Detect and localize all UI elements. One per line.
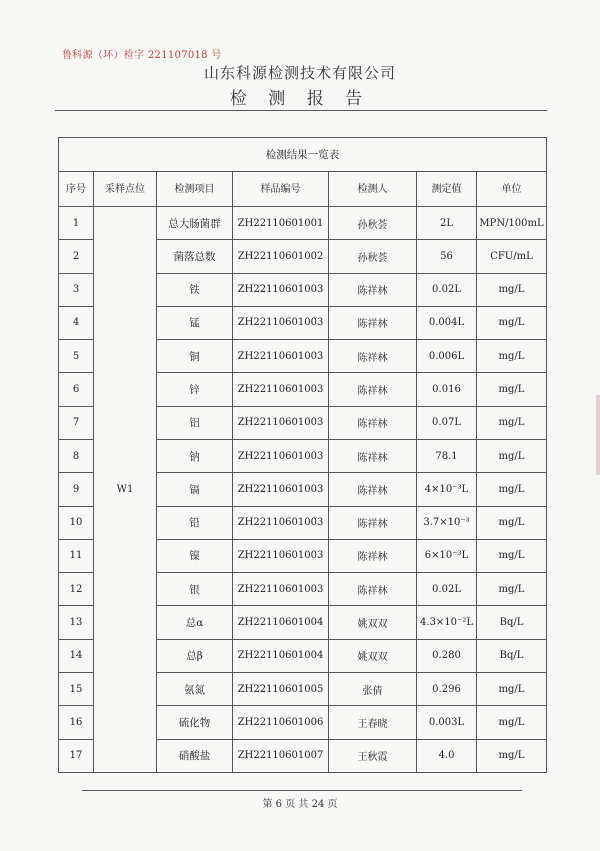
- cell-value: 0.02L: [417, 273, 477, 306]
- cell-tester: 王秋霞: [329, 739, 417, 773]
- cell-value: 0.006L: [417, 340, 477, 373]
- cell-tester: 王春晓: [329, 706, 417, 739]
- cell-no: 14: [59, 639, 94, 672]
- cell-value: 0.003L: [417, 706, 477, 739]
- cell-sample-id: ZH22110601003: [233, 273, 329, 306]
- cell-sample-id: ZH22110601004: [233, 639, 329, 672]
- cell-sample-id: ZH22110601003: [233, 306, 329, 339]
- cell-unit: MPN/100mL: [477, 207, 547, 240]
- cell-tester: 陈祥林: [329, 439, 417, 472]
- cell-item: 氨氮: [157, 672, 233, 705]
- cell-item: 银: [157, 573, 233, 606]
- cell-item: 总α: [157, 606, 233, 639]
- cell-no: 17: [59, 739, 94, 773]
- cell-item: 铝: [157, 406, 233, 439]
- header-divider: [55, 110, 547, 111]
- cell-sample-id: ZH22110601003: [233, 573, 329, 606]
- cell-item: 硝酸盐: [157, 739, 233, 773]
- cell-unit: mg/L: [477, 706, 547, 739]
- cell-item: 菌落总数: [157, 240, 233, 273]
- cell-unit: mg/L: [477, 306, 547, 339]
- cell-no: 8: [59, 439, 94, 472]
- cell-value: 0.296: [417, 672, 477, 705]
- cell-sample-id: ZH22110601003: [233, 373, 329, 406]
- cell-unit: mg/L: [477, 273, 547, 306]
- cell-sample-id: ZH22110601003: [233, 539, 329, 572]
- cell-value: 4.0: [417, 739, 477, 773]
- cell-sample-id: ZH22110601002: [233, 240, 329, 273]
- results-table: [58, 137, 547, 773]
- cell-no: 1: [59, 207, 94, 240]
- column-header-no: 序号: [59, 172, 94, 207]
- cell-item: 铜: [157, 340, 233, 373]
- cell-value: 56: [417, 240, 477, 273]
- cell-no: 7: [59, 406, 94, 439]
- cell-value: 0.280: [417, 639, 477, 672]
- cell-no: 15: [59, 672, 94, 705]
- cell-sample-id: ZH22110601003: [233, 340, 329, 373]
- cell-sample-id: ZH22110601005: [233, 672, 329, 705]
- cell-unit: mg/L: [477, 672, 547, 705]
- cell-unit: Bq/L: [477, 606, 547, 639]
- cell-no: 13: [59, 606, 94, 639]
- cell-value: 78.1: [417, 439, 477, 472]
- cell-unit: Bq/L: [477, 639, 547, 672]
- cell-tester: 陈祥林: [329, 506, 417, 539]
- cell-item: 铅: [157, 506, 233, 539]
- cell-item: 锌: [157, 373, 233, 406]
- cell-value: 6×10⁻³L: [417, 539, 477, 572]
- cell-value: 0.004L: [417, 306, 477, 339]
- cell-unit: mg/L: [477, 739, 547, 773]
- cell-value: 0.07L: [417, 406, 477, 439]
- cell-unit: mg/L: [477, 373, 547, 406]
- cell-item: 钠: [157, 439, 233, 472]
- document-number: 鲁科源（环）检字 221107018 号: [62, 50, 222, 61]
- cell-no: 3: [59, 273, 94, 306]
- cell-tester: 姚双双: [329, 606, 417, 639]
- footer-divider: [82, 790, 522, 791]
- table-caption: 检测结果一览表: [59, 138, 547, 172]
- table-body: [59, 207, 547, 773]
- cell-sample-id: ZH22110601007: [233, 739, 329, 773]
- cell-tester: 姚双双: [329, 639, 417, 672]
- cell-sampling-point: W1: [94, 207, 157, 773]
- cell-no: 2: [59, 240, 94, 273]
- cell-no: 5: [59, 340, 94, 373]
- cell-tester: 陈祥林: [329, 406, 417, 439]
- cell-item: 镉: [157, 473, 233, 506]
- cell-unit: mg/L: [477, 573, 547, 606]
- page-edge-mark: [596, 395, 600, 475]
- cell-sample-id: ZH22110601003: [233, 473, 329, 506]
- cell-sample-id: ZH22110601006: [233, 706, 329, 739]
- column-header-sample-id: 样品编号: [233, 172, 329, 207]
- cell-sample-id: ZH22110601003: [233, 439, 329, 472]
- column-header-item: 检测项目: [157, 172, 233, 207]
- cell-sample-id: ZH22110601003: [233, 406, 329, 439]
- cell-no: 10: [59, 506, 94, 539]
- cell-sample-id: ZH22110601001: [233, 207, 329, 240]
- column-header-tester: 检测人: [329, 172, 417, 207]
- cell-tester: 孙秋荟: [329, 240, 417, 273]
- cell-value: 0.02L: [417, 573, 477, 606]
- cell-value: 0.016: [417, 373, 477, 406]
- report-title: 检 测 报 告: [229, 89, 371, 109]
- cell-item: 硫化物: [157, 706, 233, 739]
- cell-tester: 张倩: [329, 672, 417, 705]
- cell-no: 6: [59, 373, 94, 406]
- cell-item: 镍: [157, 539, 233, 572]
- cell-no: 16: [59, 706, 94, 739]
- cell-tester: 孙秋荟: [329, 207, 417, 240]
- cell-value: 2L: [417, 207, 477, 240]
- cell-value: 4.3×10⁻²L: [417, 606, 477, 639]
- table-header-row: [59, 172, 547, 207]
- cell-tester: 陈祥林: [329, 473, 417, 506]
- cell-item: 锰: [157, 306, 233, 339]
- page-number: 第 6 页 共 24 页: [262, 799, 338, 810]
- cell-tester: 陈祥林: [329, 306, 417, 339]
- cell-value: 3.7×10⁻³: [417, 506, 477, 539]
- cell-unit: CFU/mL: [477, 240, 547, 273]
- company-name: 山东科源检测技术有限公司: [203, 64, 396, 82]
- cell-item: 总β: [157, 639, 233, 672]
- cell-unit: mg/L: [477, 340, 547, 373]
- results-table-container: [58, 137, 546, 773]
- cell-unit: mg/L: [477, 506, 547, 539]
- cell-tester: 陈祥林: [329, 373, 417, 406]
- column-header-value: 测定值: [417, 172, 477, 207]
- cell-sample-id: ZH22110601004: [233, 606, 329, 639]
- cell-no: 11: [59, 539, 94, 572]
- cell-tester: 陈祥林: [329, 573, 417, 606]
- cell-unit: mg/L: [477, 473, 547, 506]
- cell-unit: mg/L: [477, 539, 547, 572]
- cell-tester: 陈祥林: [329, 273, 417, 306]
- column-header-sampling-point: 采样点位: [94, 172, 157, 207]
- cell-tester: 陈祥林: [329, 539, 417, 572]
- cell-unit: mg/L: [477, 439, 547, 472]
- cell-item: 铁: [157, 273, 233, 306]
- cell-no: 4: [59, 306, 94, 339]
- cell-value: 4×10⁻³L: [417, 473, 477, 506]
- cell-no: 12: [59, 573, 94, 606]
- cell-sample-id: ZH22110601003: [233, 506, 329, 539]
- cell-item: 总大肠菌群: [157, 207, 233, 240]
- cell-unit: mg/L: [477, 406, 547, 439]
- cell-no: 9: [59, 473, 94, 506]
- column-header-unit: 单位: [477, 172, 547, 207]
- cell-tester: 陈祥林: [329, 340, 417, 373]
- table-row: [59, 207, 547, 240]
